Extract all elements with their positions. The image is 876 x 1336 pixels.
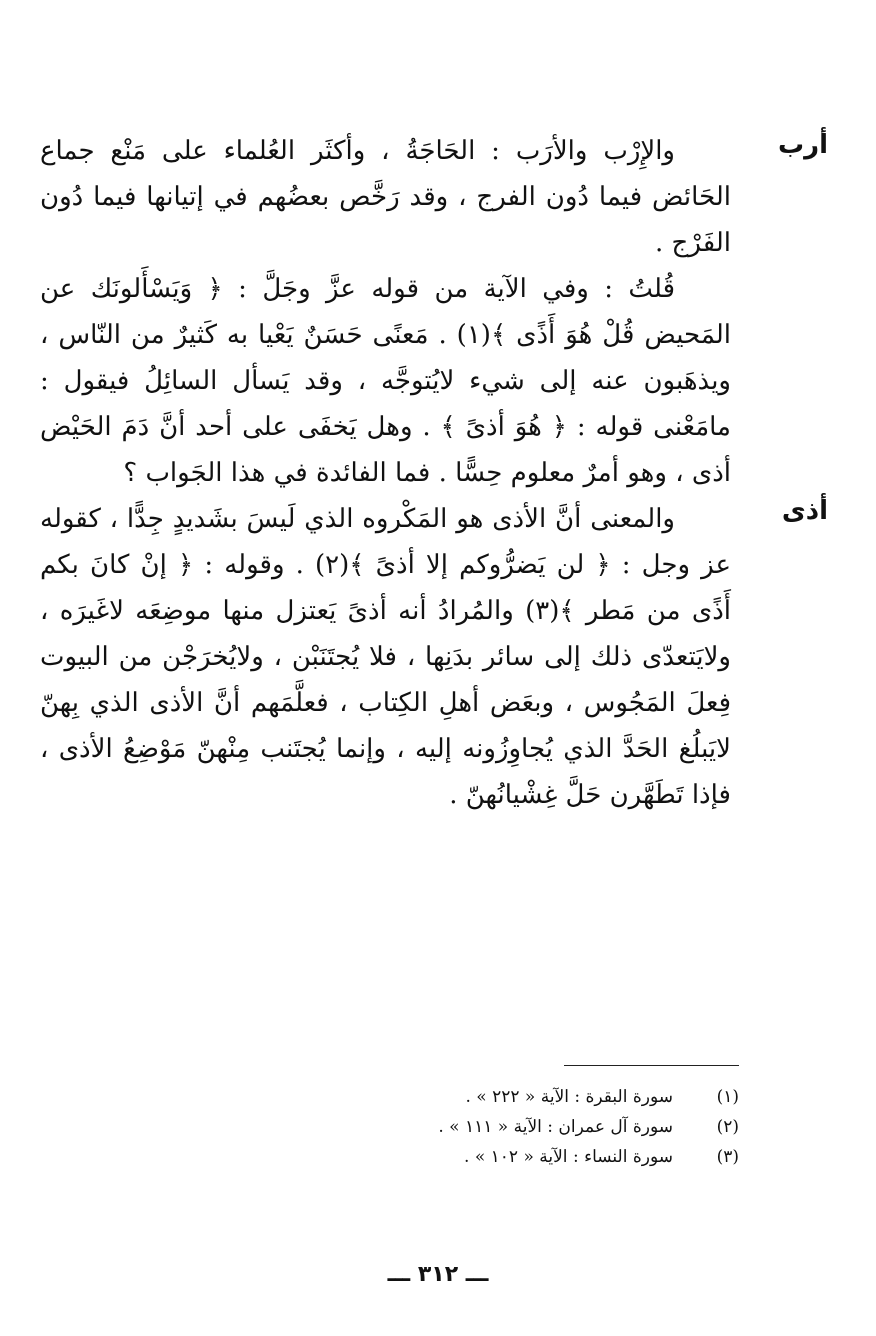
- footnote-text: سورة البقرة : الآية « ٢٢٢ » .: [465, 1087, 673, 1107]
- footnote-3: [300, 1142, 739, 1172]
- paragraph-3: والمعنى أنَّ الأذى هو المَكْروه الذي لَيسَ بشَديدٍ جِدًّا ، كقوله عز وجل : ﴿ لن يَضرُّوكم إلا أذىً ﴾(٢) . وقوله : ﴿ إنْ كانَ بكم أَذًى من مَطر ﴾(٣) والمُرادُ أنه أذىً يَعتزل منها موضِعَه لاغَيرَه ، ولايَتعدّى ذلك إلى سائر بدَنِها ، فلا يُجتَنَبْن ، ولايُخرَجْن من البيوت فِعلَ المَجُوس ، وبعَض أهلِ الكِتاب ، فعلَّمَهم أنَّ الأذى الذي بِهنّ لايَبلُغ الحَدَّ الذي يُجاوِزُونه إليه ، وإنما يُجتَنب مِنْهنّ مَوْضِعُ الأذى ، فإذا تَطَهَّرن حَلَّ غِشْيانُهنّ .: [40, 504, 731, 810]
- footnote-divider: [564, 1065, 739, 1066]
- paragraph-2: قُلتُ : وفي الآية من قوله عزَّ وجَلَّ : ﴿ وَيَسْأَلونَك عن المَحيض قُلْ هُوَ أَذًى ﴾(١) . مَعنًى حَسَنٌ يَعْيا به كَثيرٌ من النّاس ، ويذهَبون عنه إلى شيء لايُتوجَّه ، وقد يَسأل السائِلُ فيقول : مامَعْنى قوله : ﴿ هُوَ أذىً ﴾ . وهل يَخفَى على أحد أنَّ دَمَ الحَيْض أذى ، وهو أمرٌ معلوم حِسًّا . فما الفائدة في هذا الجَواب ؟: [40, 274, 732, 488]
- margin-keyword-arab: أرب: [777, 130, 828, 160]
- footnotes: [300, 1082, 739, 1172]
- page-number: ـــ ٣١٢ ـــ: [387, 1262, 489, 1287]
- footnote-number: (١): [716, 1087, 739, 1107]
- main-text: [40, 128, 731, 818]
- footnote-text: سورة النساء : الآية « ١٠٢ » .: [464, 1147, 673, 1167]
- footnote-number: (٢): [716, 1117, 739, 1137]
- footnote-text: سورة آل عمران : الآية « ١١١ » .: [438, 1117, 673, 1137]
- footnote-2: [300, 1112, 739, 1142]
- margin-keyword-adha: أذى: [781, 496, 828, 526]
- footnote-number: (٣): [716, 1147, 739, 1167]
- paragraph-1: والإِرْب والأرَب : الحَاجَةُ ، وأكثَر العُلماء على مَنْع جماع الحَائض فيما دُون الفرج ، وقد رَخَّص بعضُهم في إتيانها فيما دُون الفَرْج .: [40, 136, 731, 258]
- footnote-1: [300, 1082, 739, 1112]
